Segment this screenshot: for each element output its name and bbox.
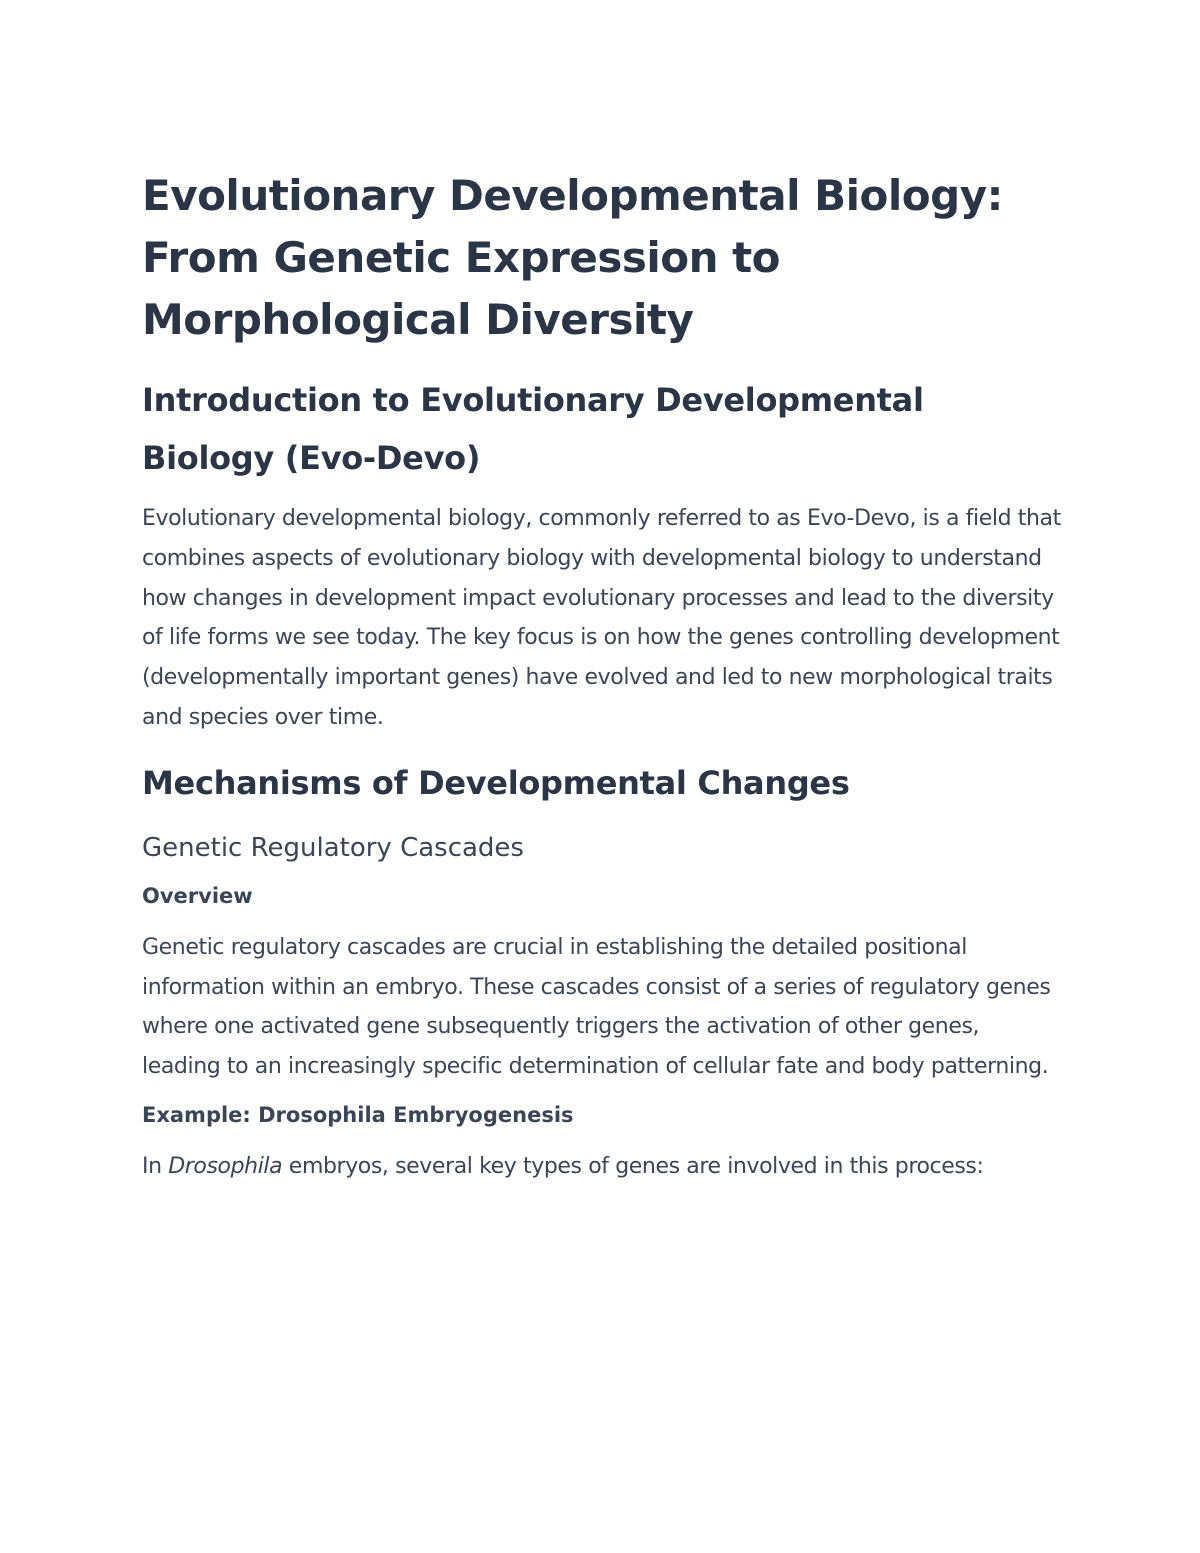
subsection-heading-cascades: Genetic Regulatory Cascades <box>142 832 524 863</box>
document-page <box>142 165 1062 1187</box>
section-heading-introduction: Introduction to Evolutionary Developmental Biology (Evo-Devo) <box>142 381 924 477</box>
introduction-paragraph: Evolutionary developmental biology, commonly referred to as Evo-Devo, is a field that combines aspects of evolutionary biology with developmental biology to understand how changes in development impact evolutionary processes and lead to the diversity of life forms we see today. The key focus is on how the genes controlling development (developmentally important genes) have evolved and led to new morphological traits and species over time. <box>142 506 1061 730</box>
overview-paragraph: Genetic regulatory cascades are crucial in establishing the detailed positional information within an embryo. These cascades consist of a series of regulatory genes where one activated gene subsequently triggers the activation of other genes, leading to an increasingly specific determination of cellular fate and body patterning. <box>142 934 1051 1080</box>
document-title: Evolutionary Developmental Biology: From Genetic Expression to Morphological Diversity <box>142 171 1003 344</box>
example-italic-term: Drosophila <box>168 1153 283 1179</box>
example-suffix: embryos, several key types of genes are involved in this process: <box>282 1153 984 1179</box>
section-heading-mechanisms: Mechanisms of Developmental Changes <box>142 763 850 802</box>
example-prefix: In <box>142 1153 169 1179</box>
overview-heading: Overview <box>142 883 253 908</box>
example-heading: Example: Drosophila Embryogenesis <box>142 1102 574 1127</box>
example-paragraph <box>142 1147 1062 1187</box>
